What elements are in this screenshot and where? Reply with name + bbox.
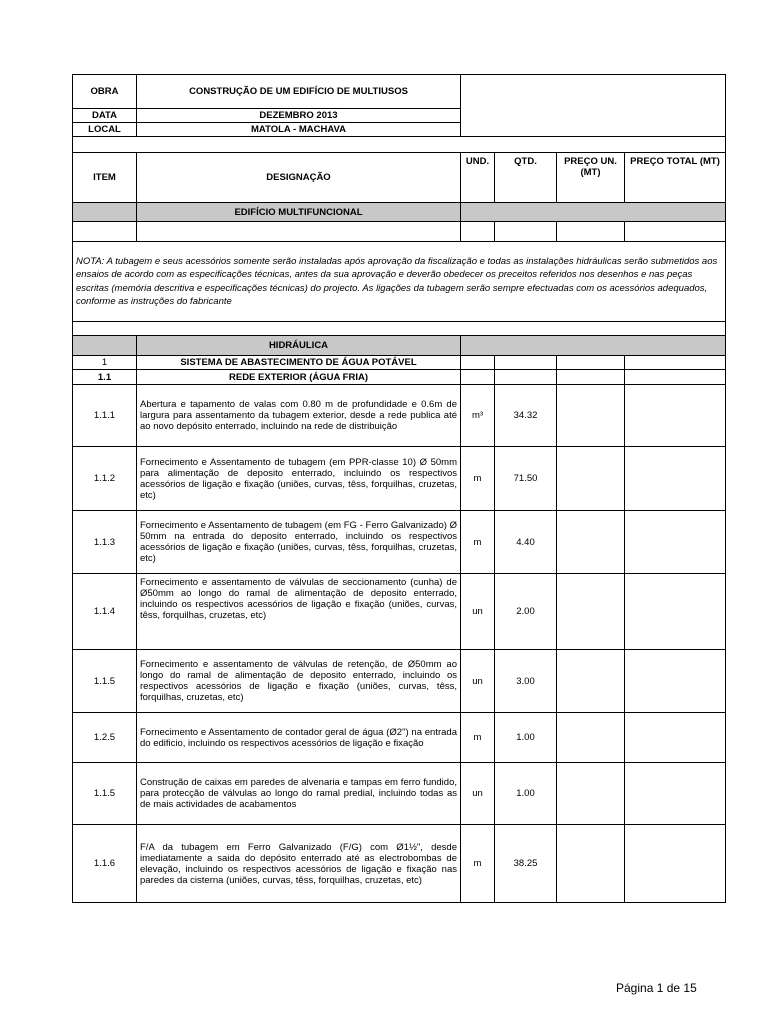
- row-und: un: [461, 763, 495, 825]
- note-text: NOTA: A tubagem e seus acessórios somente serão instaladas após aprovação da fiscalização e todas as instalações hidráulicas serão submetidos aos ensaios de acordo com as especificações técnicas, antes da sua aprovação e deverão obedecer os preceitos referidos nos desenhos e nas peças escritas (memória descritiva e especificações técnicas) do projecto. As ligações da tubagem serão sempre efectuadas com os acessórios adequados, conforme as instruções do fabricante: [73, 242, 726, 322]
- row-und: m: [461, 447, 495, 511]
- row-preco-total: [625, 385, 726, 447]
- row-item: 1.1.5: [73, 650, 137, 713]
- table-row: [73, 763, 726, 825]
- subgroup-row: [73, 370, 726, 385]
- row-preco-un: [557, 447, 625, 511]
- row-preco-total: [625, 447, 726, 511]
- row-item: 1.1.1: [73, 385, 137, 447]
- row-qtd: 34.32: [495, 385, 557, 447]
- row-qtd: 1.00: [495, 763, 557, 825]
- subsection-title: HIDRÁULICA: [137, 336, 461, 356]
- blank-row: [73, 222, 726, 242]
- group-num: 1: [73, 356, 137, 370]
- table-row: [73, 385, 726, 447]
- row-qtd: 2.00: [495, 574, 557, 650]
- row-desc: Fornecimento e Assentamento de contador geral de água (Ø2") na entrada do edificio, incluindo os respectivos acessórios de ligação e fixação: [137, 713, 461, 763]
- row-qtd: 71.50: [495, 447, 557, 511]
- obra-value: CONSTRUÇÃO DE UM EDIFÍCIO DE MULTIUSOS: [137, 75, 461, 109]
- table-row: [73, 574, 726, 650]
- local-value: MATOLA - MACHAVA: [137, 123, 461, 137]
- col-preco-total: PREÇO TOTAL (MT): [625, 153, 726, 203]
- group-title: SISTEMA DE ABASTECIMENTO DE ÁGUA POTÁVEL: [137, 356, 461, 370]
- row-qtd: 3.00: [495, 650, 557, 713]
- row-preco-un: [557, 825, 625, 903]
- row-preco-total: [625, 574, 726, 650]
- row-qtd: 4.40: [495, 511, 557, 574]
- row-desc: Fornecimento e assentamento de válvulas de seccionamento (cunha) de Ø50mm ao longo do ramal de alimentação de deposito enterrado, incluindo os respectivos acessórios de ligação e fixação (uniões, curvas, têss, forquilhas, cruzetas, etc): [137, 574, 461, 650]
- row-item: 1.2.5: [73, 713, 137, 763]
- obra-label: OBRA: [73, 75, 137, 109]
- row-und: m³: [461, 385, 495, 447]
- row-item: 1.1.5: [73, 763, 137, 825]
- col-qtd: QTD.: [495, 153, 557, 203]
- col-item: ITEM: [73, 153, 137, 203]
- obra-row: [73, 75, 726, 109]
- header-blank: [461, 75, 726, 137]
- column-header-row: [73, 153, 726, 203]
- row-preco-total: [625, 713, 726, 763]
- budget-table: [72, 74, 726, 903]
- row-und: m: [461, 511, 495, 574]
- header-gap: [73, 137, 726, 153]
- row-preco-un: [557, 574, 625, 650]
- row-desc: Abertura e tapamento de valas com 0.80 m de profundidade e 0.6m de largura para assentamento da tubagem exterior, desde a rede publica até ao novo depósito enterrado, incluindo na rede de distribuição: [137, 385, 461, 447]
- col-preco-un: PREÇO UN. (MT): [557, 153, 625, 203]
- data-label: DATA: [73, 109, 137, 123]
- row-item: 1.1.3: [73, 511, 137, 574]
- row-preco-total: [625, 763, 726, 825]
- table-row: [73, 650, 726, 713]
- row-item: 1.1.4: [73, 574, 137, 650]
- subsection-row: [73, 336, 726, 356]
- section-row: [73, 203, 726, 222]
- table-row: [73, 713, 726, 763]
- table-row: [73, 447, 726, 511]
- table-row: [73, 511, 726, 574]
- local-label: LOCAL: [73, 123, 137, 137]
- row-qtd: 38.25: [495, 825, 557, 903]
- col-und: UND.: [461, 153, 495, 203]
- page-number: Página 1 de 15: [616, 981, 697, 995]
- row-preco-un: [557, 385, 625, 447]
- row-preco-total: [625, 825, 726, 903]
- row-qtd: 1.00: [495, 713, 557, 763]
- row-desc: Fornecimento e assentamento de válvulas de retenção, de Ø50mm ao longo do ramal de alimentação de deposito enterrado, incluindo os respectivos acessórios de ligação e fixação (uniões, curvas, têss, forquilhas, cruzetas, etc): [137, 650, 461, 713]
- data-value: DEZEMBRO 2013: [137, 109, 461, 123]
- row-desc: Construção de caixas em paredes de alvenaria e tampas em ferro fundido, para protecção de válvulas ao longo do ramal predial, incluindo todas as de mais actividades de acabamentos: [137, 763, 461, 825]
- row-desc: Fornecimento e Assentamento de tubagem (em FG - Ferro Galvanizado) Ø 50mm na entrada do deposito enterrado, incluindo os respectivos acessórios de ligação e fixação (uniões, curvas, têss, forquilhas, cruzetas, etc): [137, 511, 461, 574]
- row-preco-un: [557, 650, 625, 713]
- row-und: m: [461, 713, 495, 763]
- gap-row: [73, 322, 726, 336]
- row-preco-un: [557, 763, 625, 825]
- row-und: un: [461, 574, 495, 650]
- row-item: 1.1.2: [73, 447, 137, 511]
- group-row: [73, 356, 726, 370]
- budget-sheet: [72, 74, 725, 903]
- row-preco-total: [625, 650, 726, 713]
- row-preco-un: [557, 713, 625, 763]
- row-und: un: [461, 650, 495, 713]
- section-title: EDIFÍCIO MULTIFUNCIONAL: [137, 203, 461, 222]
- col-designacao: DESIGNAÇÃO: [137, 153, 461, 203]
- row-desc: F/A da tubagem em Ferro Galvanizado (F/G) com Ø1½", desde imediatamente a saida do depósito enterrado até as electrobombas de elevação, incluindo os respectivos acessórios de ligação e fixação nas paredes da cisterna (uniões, curvas, têss, forquilhas, cruzetas, etc): [137, 825, 461, 903]
- row-item: 1.1.6: [73, 825, 137, 903]
- row-preco-total: [625, 511, 726, 574]
- note-row: [73, 242, 726, 322]
- row-und: m: [461, 825, 495, 903]
- table-row: [73, 825, 726, 903]
- row-desc: Fornecimento e Assentamento de tubagem (em PPR-classe 10) Ø 50mm para alimentação de deposito enterrado, incluindo os respectivos acessórios de ligação e fixação (uniões, curvas, têss, forquilhas, cruzetas, etc): [137, 447, 461, 511]
- row-preco-un: [557, 511, 625, 574]
- subgroup-num: 1.1: [73, 370, 137, 385]
- subgroup-title: REDE EXTERIOR (ÁGUA FRIA): [137, 370, 461, 385]
